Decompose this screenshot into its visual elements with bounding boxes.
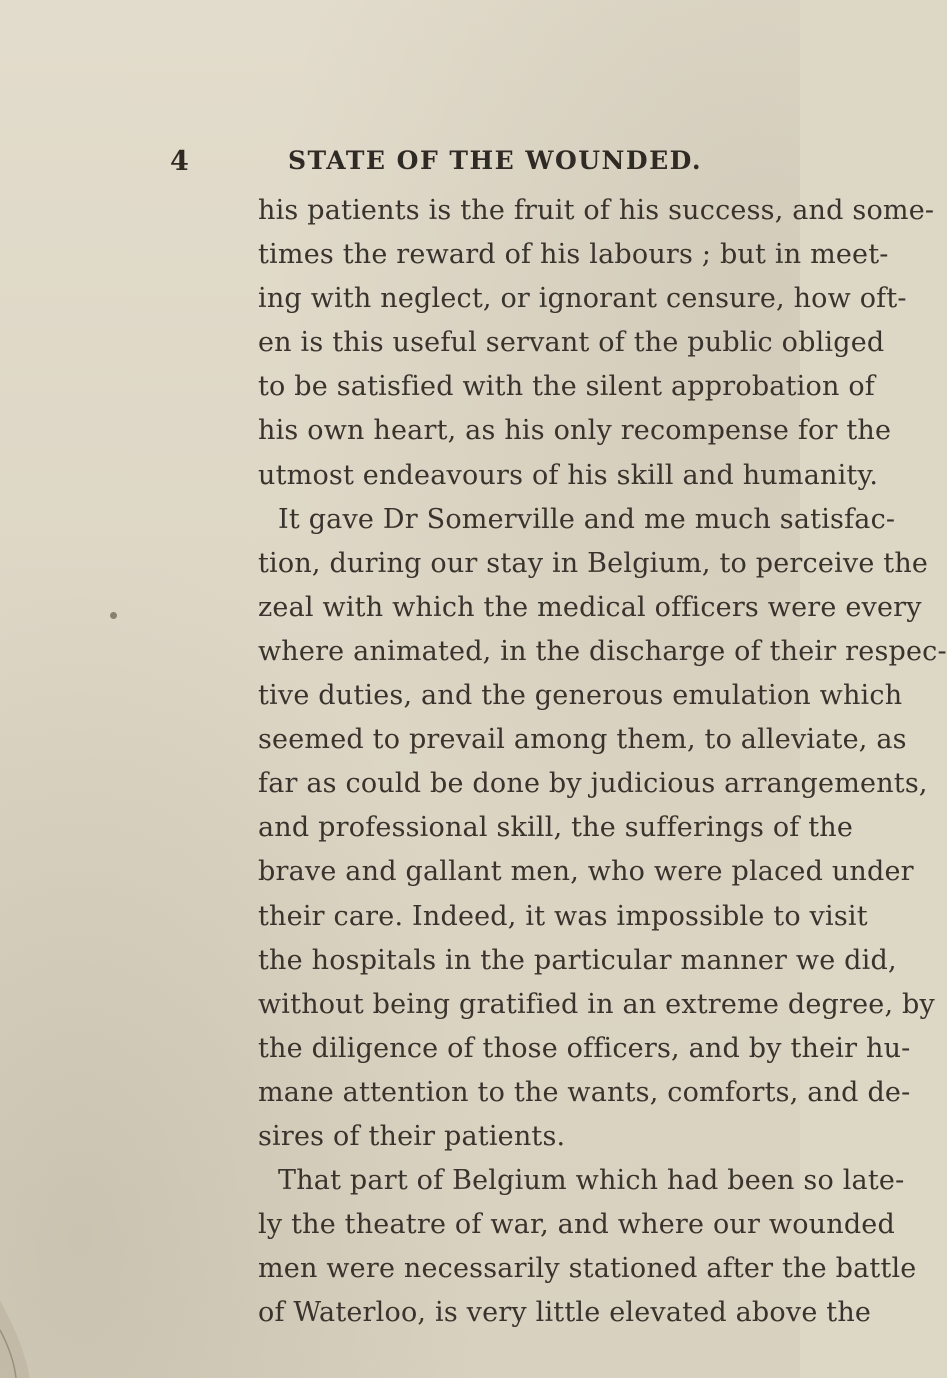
text-line-14: far as could be done by judicious arrangements, [258,768,928,800]
text-line-8: It gave Dr Somerville and me much satisfac- [278,503,896,535]
body-text [258,189,947,1335]
text-line-1: his patients is the fruit of his success, and some- [258,195,935,226]
text-line-25: men were necessarily stationed after the battle [258,1253,917,1285]
text-line-4: en is this useful servant of the public obliged [258,327,885,359]
text-line-12: tive duties, and the generous emulation which [258,680,903,712]
corner-stain [0,1300,60,1378]
text-line-15: and professional skill, the sufferings of the [258,812,854,844]
text-line-16: brave and gallant men, who were placed under [258,856,914,888]
text-line-17: their care. Indeed, it was impossible to visit [258,900,868,932]
text-line-9: tion, during our stay in Belgium, to perceive the [258,547,929,579]
text-line-3: ing with neglect, or ignorant censure, how oft- [258,283,907,315]
text-line-24: ly the theatre of war, and where our wounded [258,1209,895,1241]
text-line-21: mane attention to the wants, comforts, and de- [258,1076,911,1108]
text-line-6: his own heart, as his only recompense for the [258,415,892,447]
text-line-13: seemed to prevail among them, to alleviate, as [258,724,907,756]
text-line-7: utmost endeavours of his skill and humanity. [258,459,879,491]
page-number: 4 [170,146,189,177]
text-line-10: zeal with which the medical officers were every [258,591,922,623]
text-line-18: the hospitals in the particular manner we did, [258,944,897,976]
running-head [0,146,800,186]
text-line-2: times the reward of his labours ; but in meet- [258,239,889,271]
text-line-5: to be satisfied with the silent approbation of [258,371,875,403]
running-title: STATE OF THE WOUNDED. [288,146,703,175]
text-line-19: without being gratified in an extreme degree, by [258,988,935,1020]
text-line-11: where animated, in the discharge of their respec- [258,635,947,667]
text-line-20: the diligence of those officers, and by their hu- [258,1032,911,1064]
text-line-23: That part of Belgium which had been so late- [278,1165,905,1197]
text-line-22: sires of their patients. [258,1120,566,1152]
margin-ink-spot [110,612,117,619]
text-line-26: of Waterloo, is very little elevated above the [258,1297,872,1329]
